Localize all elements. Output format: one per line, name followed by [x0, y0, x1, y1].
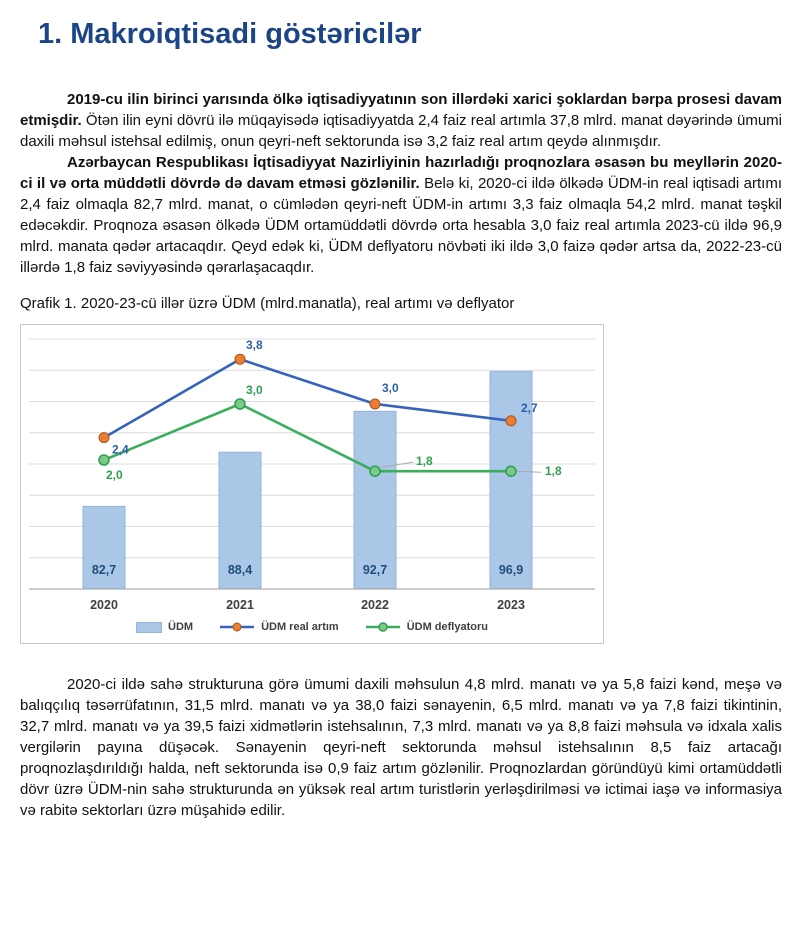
svg-text:3,8: 3,8	[246, 338, 263, 353]
deflyator-line-swatch	[365, 621, 401, 633]
svg-text:88,4: 88,4	[227, 563, 253, 577]
chart-legend	[21, 619, 603, 643]
legend-label-udm: ÜDM	[168, 621, 194, 633]
legend-label-deflyator: ÜDM deflyatoru	[406, 621, 488, 633]
svg-text:2023: 2023	[497, 598, 525, 612]
real-artim-line-swatch	[219, 621, 255, 633]
paragraph-3	[20, 674, 782, 821]
svg-text:3,0: 3,0	[382, 381, 399, 395]
svg-text:2,0: 2,0	[106, 468, 123, 482]
svg-text:82,7: 82,7	[91, 563, 117, 577]
paragraph-1-rest: Ötən ilin eyni dövrü ilə müqayisədə iqtisadiyyatda 2,4 faiz real artımla 37,8 mlrd. manat dəyərində ümumi daxili məhsul istehsal edilmiş, onun qeyri-neft sektorunda isə 3,2 faiz real artım qeydə alınmışdır.	[20, 112, 782, 150]
svg-text:2,7: 2,7	[521, 400, 538, 415]
paragraph-2	[20, 152, 782, 278]
svg-text:92,7: 92,7	[362, 563, 388, 577]
intro-text	[20, 89, 782, 278]
paragraph-2-rest: Belə ki, 2020-ci ildə ölkədə ÜDM-in real iqtisadi artımı 2,4 faiz olmaqla 82,7 mlrd. manat, o cümlədən qeyri-neft ÜDM-in artımı 3,3 faiz olmaqla 54,2 mlrd. manat təşkil edəcəkdir. Proqnoza əsasən ölkədə ÜDM ortamüddətli dövrdə orta hesabla 3,0 faiz real artımla 2023-cü ildə 96,9 mlrd. manata qədər artacaqdır. Qeyd edək ki, ÜDM deflyatoru növbəti iki ildə 3,0 faizə qədər artsa da, 2022-23-cü illərdə 1,8 faiz səviyyəsində qərarlaşacaqdır.	[20, 175, 782, 276]
svg-text:96,9: 96,9	[498, 563, 524, 577]
chart-caption: Qrafik 1. 2020-23-cü illər üzrə ÜDM (mlrd.manatla), real artımı və deflyator	[20, 295, 515, 312]
svg-text:2021: 2021	[226, 598, 254, 612]
paragraph-3-body: 2020-ci ildə sahə strukturuna görə ümumi daxili məhsulun 4,8 mlrd. manatı və ya 5,8 faizi kənd, meşə və balıqçılıq təsərrüfatının, 31,5 mlrd. manatı və ya 38,0 faizi sənayenin, 6,5 mlrd. manatı və ya 7,8 faizi tikintinin, 32,7 mlrd. manatı və ya 39,5 faizi xidmətlərin istehsalının, 7,3 mlrd. manatı və ya 8,8 faizi məhsula və idxala xalis vergilərin payına düşəcək. Sənayenin qeyri-neft sektorunda məhsul istehsalının 8,5 faiz artacağı proqnozlaşdırıldığı halda, neft sektorunda isə 0,9 faiz artım gözlənilir. Proqnozlardan göründüyü kimi ortamüddətli dövr üzrə ÜDM-nin sahə strukturunda ən yüksək real artım turistlərin yerləşdirilməsi və ictimai iaşə və informasiya və rabitə sektorları üzrə müşahidə edilir.	[20, 676, 782, 819]
closing-text	[20, 674, 782, 821]
svg-text:2,4: 2,4	[112, 442, 129, 457]
svg-text:1,8: 1,8	[416, 454, 433, 469]
udm-bar-swatch	[136, 622, 162, 633]
svg-text:3,0: 3,0	[246, 383, 263, 397]
legend-item-udm	[136, 621, 193, 633]
svg-text:2020: 2020	[90, 598, 118, 612]
legend-item-deflyator	[365, 621, 488, 633]
paragraph-2-lead: Azərbaycan Respublikası İqtisadiyyat Nazirliyinin hazırladığı proqnozlara əsasən bu meyllərin 2020-ci il və orta müddətli dövrdə də davam etməsi gözlənilir.	[20, 154, 782, 192]
paragraph-1-lead: 2019-cu ilin birinci yarısında ölkə iqtisadiyyatının son illərdəki xarici şoklardan bərpa prosesi davam etmişdir.	[20, 91, 782, 129]
chart-frame	[20, 324, 604, 644]
paragraph-1	[20, 89, 782, 152]
udm-chart-canvas	[21, 327, 601, 619]
legend-item-real-artim	[219, 621, 339, 633]
legend-label-real-artim: ÜDM real artım	[261, 621, 339, 633]
svg-text:1,8: 1,8	[545, 464, 562, 479]
svg-text:2022: 2022	[361, 598, 389, 612]
page-title: 1. Makroiqtisadi göstəricilər	[38, 18, 422, 50]
